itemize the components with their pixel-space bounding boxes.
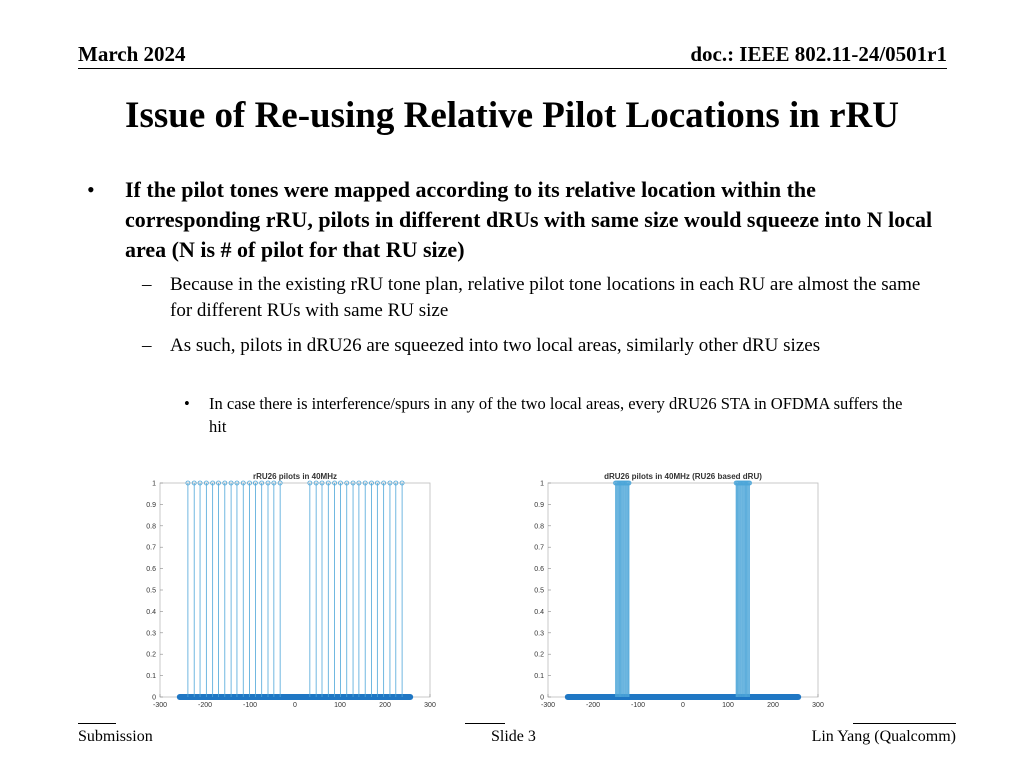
sub-bullet-marker: – <box>142 274 152 295</box>
sub-bullet-2: As such, pilots in dRU26 are squeezed into two local areas, similarly other dRU sizes <box>170 335 821 356</box>
y-tick-label: 0.1 <box>146 673 156 681</box>
y-tick-label: 0.8 <box>534 523 544 531</box>
y-tick-label: 0.6 <box>146 566 156 574</box>
footer-divider-right <box>853 723 956 724</box>
y-tick-label: 0.5 <box>146 587 156 595</box>
y-tick-label: 0 <box>540 694 544 702</box>
y-tick-label: 0 <box>152 694 156 702</box>
x-tick-label: 200 <box>767 702 779 709</box>
x-tick-label: 0 <box>681 702 685 709</box>
x-tick-label: 100 <box>722 702 734 709</box>
chart-rru26-pilots <box>135 466 445 716</box>
y-tick-label: 0.5 <box>534 587 544 595</box>
footer-divider-center <box>465 723 505 724</box>
footer-author: Lin Yang (Qualcomm) <box>811 728 956 745</box>
subsub-bullet-1: In case there is interference/spurs in any of the two local areas, every dRU26 STA in OFDMA suffers the hit <box>209 394 903 436</box>
y-tick-label: 0.3 <box>146 630 156 638</box>
y-tick-label: 0.6 <box>534 566 544 574</box>
header-date: March 2024 <box>78 42 186 66</box>
y-tick-label: 0.7 <box>534 544 544 552</box>
bullet-main: If the pilot tones were mapped according to its relative location within the corresponding rRU, pilots in different dRUs with same size would squeeze into N local area (N is # of pilot for that RU size) <box>125 177 933 262</box>
subsub-bullet-marker: • <box>184 394 190 413</box>
y-tick-label: 1 <box>540 480 544 488</box>
x-tick-label: 100 <box>334 702 346 709</box>
footer-divider-left <box>78 723 116 724</box>
x-tick-label: 200 <box>379 702 391 709</box>
x-tick-label: -200 <box>197 702 213 709</box>
header-doc-id: doc.: IEEE 802.11-24/0501r1 <box>690 42 947 66</box>
x-tick-label: -200 <box>585 702 601 709</box>
plot-area <box>548 483 818 697</box>
y-tick-label: 0.9 <box>146 501 156 509</box>
y-tick-label: 0.2 <box>146 651 156 659</box>
plot-area <box>160 483 430 697</box>
sub-bullet-marker: – <box>142 335 152 356</box>
y-tick-label: 0.2 <box>534 651 544 659</box>
x-tick-label: 300 <box>812 702 824 709</box>
y-tick-label: 0.7 <box>146 544 156 552</box>
x-tick-label: -300 <box>540 702 556 709</box>
chart-dru26-pilots <box>523 466 833 716</box>
bullet-marker: • <box>87 177 95 202</box>
header-divider <box>78 68 947 69</box>
y-tick-label: 1 <box>152 480 156 488</box>
x-tick-label: -100 <box>242 702 258 709</box>
sub-bullet-1: Because in the existing rRU tone plan, relative pilot tone locations in each RU are almost the same for different RUs with same RU size <box>170 274 921 321</box>
x-tick-label: 300 <box>424 702 436 709</box>
y-tick-label: 0.9 <box>534 501 544 509</box>
x-tick-label: 0 <box>293 702 297 709</box>
slide-title: Issue of Re-using Relative Pilot Locations in rRU <box>125 95 899 136</box>
chart-title: rRU26 pilots in 40MHz <box>252 472 338 481</box>
chart-title: dRU26 pilots in 40MHz (RU26 based dRU) <box>604 472 762 481</box>
y-tick-label: 0.4 <box>146 608 156 616</box>
footer-slide-number: Slide 3 <box>491 728 536 745</box>
y-tick-label: 0.4 <box>534 608 544 616</box>
y-tick-label: 0.3 <box>534 630 544 638</box>
y-tick-label: 0.1 <box>534 673 544 681</box>
x-tick-label: -100 <box>630 702 646 709</box>
footer-submission: Submission <box>78 728 153 745</box>
y-tick-label: 0.8 <box>146 523 156 531</box>
x-tick-label: -300 <box>152 702 168 709</box>
